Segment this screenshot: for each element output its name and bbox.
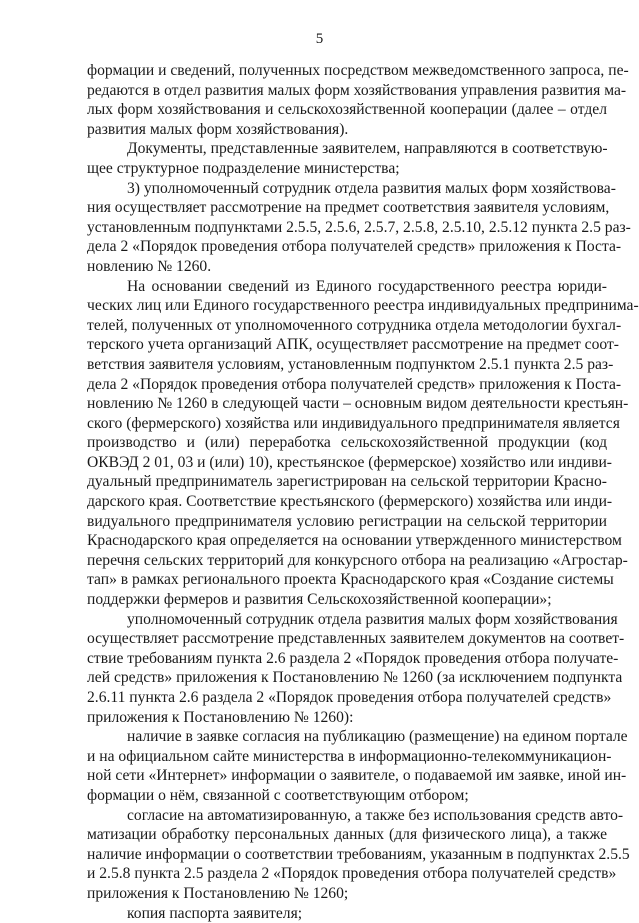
text-line: формации и сведений, полученных посредством межведомственного запроса, пе-: [87, 62, 629, 79]
text-line: видуального предпринимателя условию регистрации на сельской территории: [87, 512, 607, 530]
text-line: развития малых форм хозяйствования).: [87, 120, 349, 138]
text-line: перечня сельских территорий для конкурсного отбора на реализацию «Агростар-: [87, 551, 628, 569]
text-line: ния осуществляет рассмотрение на предмет соответствия заявителя условиям,: [87, 199, 610, 217]
page-number: 5: [315, 31, 324, 47]
text-line: редаются в отдел развития малых форм хозяйствования управления развития ма-: [87, 81, 627, 99]
text-line: производство и (или) переработка сельскохозяйственной продукции (код: [87, 434, 607, 452]
text-line: лых форм хозяйствования и сельскохозяйственной кооперации (далее – отдел: [87, 101, 607, 119]
text-line: ческих лиц или Единого государственного реестра индивидуальных предпринима-: [87, 297, 639, 315]
document-body: [87, 61, 639, 923]
text-line: приложения к Постановлению № 1260):: [87, 708, 354, 726]
text-line: лей средств» приложения к Постановлению № 1260 (за исключением подпункта: [87, 669, 623, 687]
text-line: терского учета организаций АПК, осуществляет рассмотрение на предмет соот-: [87, 336, 619, 354]
text-line: ствие требованиям пункта 2.6 раздела 2 «Порядок проведения отбора получате-: [87, 649, 619, 667]
text-line: Документы, представленные заявителем, направляются в соответствую-: [127, 140, 608, 158]
text-line: щее структурное подразделение министерства;: [87, 159, 400, 177]
text-line: копия паспорта заявителя;: [127, 904, 303, 922]
text-line: дела 2 «Порядок проведения отбора получателей средств» приложения к Поста-: [87, 238, 622, 256]
text-line: осуществляет рассмотрение представленных заявителем документов на соответ-: [87, 630, 625, 648]
text-line: ского (фермерского) хозяйства или индивидуального предпринимателя является: [87, 414, 620, 432]
text-line: и на официальном сайте министерства в информационно-телекоммуникацион-: [87, 747, 612, 765]
text-line: поддержки фермеров и развития Сельскохозяйственной кооперации»;: [87, 591, 552, 609]
text-line: согласие на автоматизированную, а также без использования средств авто-: [127, 806, 624, 824]
text-line: 3) уполномоченный сотрудник отдела развития малых форм хозяйствова-: [127, 179, 616, 197]
text-line: новлению № 1260 в следующей части – основным видом деятельности крестьян-: [87, 395, 629, 413]
text-line: и 2.5.8 пункта 2.5 раздела 2 «Порядок проведения отбора получателей средств»: [87, 865, 617, 883]
text-line: дуальный предприниматель зарегистрирован на сельской территории Красно-: [87, 473, 607, 491]
text-line: наличие информации о соответствии требованиям, указанным в подпунктах 2.5.5: [87, 845, 630, 863]
text-line: уполномоченный сотрудник отдела развития малых форм хозяйствования: [127, 610, 618, 628]
text-line: ной сети «Интернет» информации о заявителе, о подаваемой им заявке, иной ин-: [87, 767, 627, 785]
text-line: тап» в рамках регионального проекта Краснодарского края «Создание системы: [87, 571, 614, 589]
text-line: дела 2 «Порядок проведения отбора получателей средств» приложения к Поста-: [87, 375, 622, 393]
text-line: наличие в заявке согласия на публикацию (размещение) на едином портале: [127, 728, 628, 746]
text-line: приложения к Постановлению № 1260;: [87, 884, 349, 902]
text-line: 2.6.11 пункта 2.6 раздела 2 «Порядок проведения отбора получателей средств»: [87, 689, 612, 706]
text-line: ОКВЭД 2 01, 03 и (или) 10), крестьянское (фермерское) хозяйство или индиви-: [87, 453, 612, 471]
text-line: новлению № 1260.: [87, 257, 212, 275]
text-line: установленным подпунктами 2.5.5, 2.5.6, 2.5.7, 2.5.8, 2.5.10, 2.5.12 пункта 2.5 раз-: [87, 218, 631, 236]
text-line: ветствия заявителя условиям, установленным подпунктом 2.5.1 пункта 2.5 раз-: [87, 355, 614, 373]
text-line: матизации обработку персональных данных (для физического лица), а также: [87, 826, 607, 844]
text-line: телей, полученных от уполномоченного сотрудника отдела методологии бухгал-: [87, 316, 622, 334]
text-line: Краснодарского края определяется на основании утвержденного министерством: [87, 532, 622, 550]
text-line: формации о нём, связанной с соответствующим отбором;: [87, 786, 469, 804]
text-line: На основании сведений из Единого государственного реестра юриди-: [127, 277, 607, 295]
text-line: дарского края. Соответствие крестьянского (фермерского) хозяйства или инди-: [87, 493, 613, 511]
